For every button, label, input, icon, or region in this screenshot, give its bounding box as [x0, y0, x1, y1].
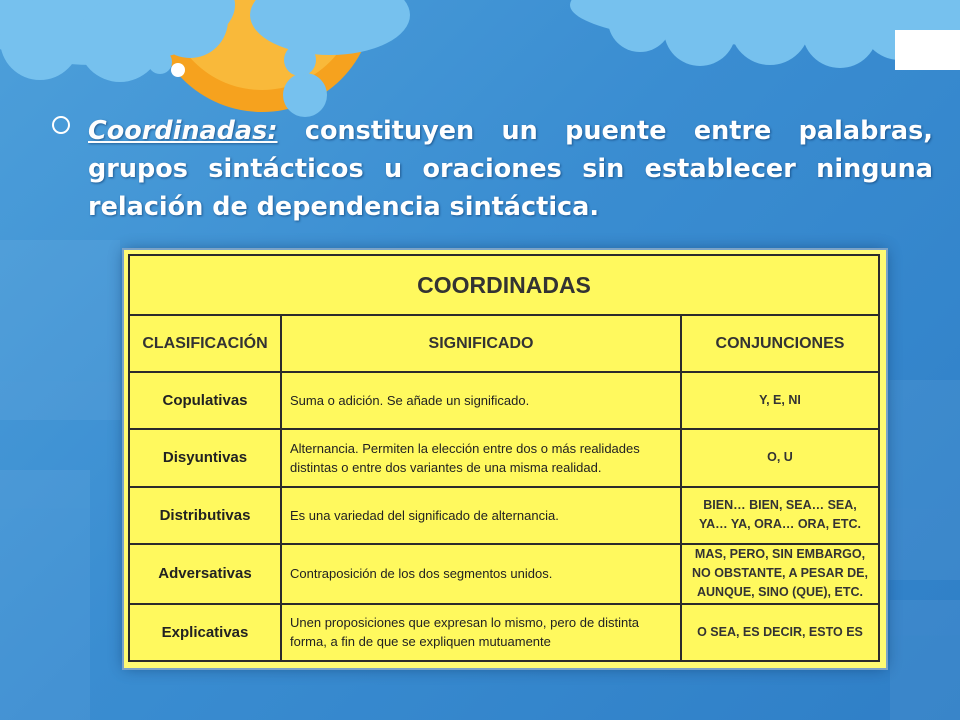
table-row	[129, 544, 879, 603]
row-significado: Unen proposiciones que expresan lo mismo, pero de distinta forma, a fin de que se expliquen mutuamente	[281, 604, 681, 661]
bullet-ring-icon	[52, 116, 70, 134]
table-row	[129, 604, 879, 661]
header-clasificacion: CLASIFICACIÓN	[129, 315, 281, 371]
table-header-row	[129, 315, 879, 371]
row-significado: Contraposición de los dos segmentos unidos.	[281, 544, 681, 603]
table-row	[129, 487, 879, 544]
row-clasificacion: Distributivas	[129, 487, 281, 544]
header-conjunciones: CONJUNCIONES	[681, 315, 879, 371]
row-clasificacion: Copulativas	[129, 372, 281, 429]
row-clasificacion: Adversativas	[129, 544, 281, 603]
table-row	[129, 372, 879, 429]
row-significado: Es una variedad del significado de alternancia.	[281, 487, 681, 544]
row-conjunciones: Y, E, NI	[681, 372, 879, 429]
row-clasificacion: Explicativas	[129, 604, 281, 661]
row-significado: Alternancia. Permiten la elección entre dos o más realidades distintas o entre dos variantes de una misma realidad.	[281, 429, 681, 486]
row-conjunciones: MAS, PERO, SIN EMBARGO, NO OBSTANTE, A PESAR DE, AUNQUE, SINO (QUE), ETC.	[681, 544, 879, 603]
cloud-right-icon	[570, 0, 960, 70]
row-significado: Suma o adición. Se añade un significado.	[281, 372, 681, 429]
bullet-definition: constituyen un puente entre palabras, grupos sintácticos u oraciones sin establecer ninguna relación de dependencia sintáctica.	[88, 116, 933, 222]
row-conjunciones: BIEN… BIEN, SEA… SEA, YA… YA, ORA… ORA, ETC.	[681, 487, 879, 544]
row-clasificacion: Disyuntivas	[129, 429, 281, 486]
row-conjunciones: O, U	[681, 429, 879, 486]
coordinadas-table	[128, 254, 880, 662]
header-significado: SIGNIFICADO	[281, 315, 681, 371]
table-title: COORDINADAS	[129, 255, 879, 315]
table-title-row	[129, 255, 879, 315]
bullet-term: Coordinadas:	[88, 116, 278, 146]
coordinadas-table-frame	[124, 250, 886, 668]
bullet-paragraph	[88, 112, 933, 226]
row-conjunciones: O SEA, ES DECIR, ESTO ES	[681, 604, 879, 661]
table-row	[129, 429, 879, 486]
